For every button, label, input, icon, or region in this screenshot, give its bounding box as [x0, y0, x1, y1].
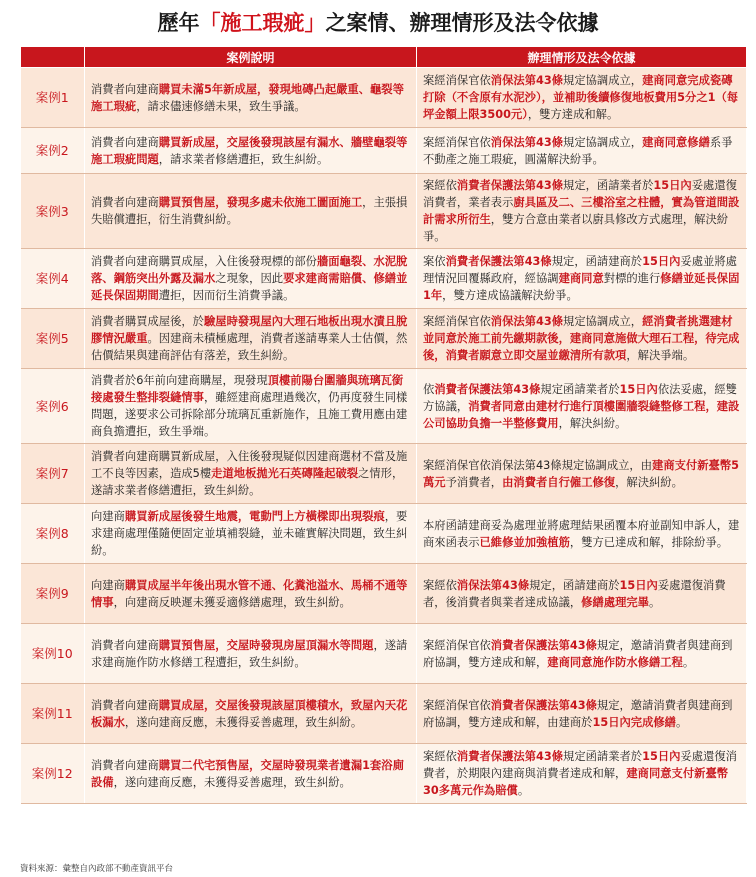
case-label: 案例4: [21, 249, 85, 309]
body-text: 妥處還復消費者，於期限內建商與消費者達成和解，: [423, 750, 737, 780]
case-result: [417, 684, 747, 744]
highlight-text: 牆面龜裂、水泥脫落、鋼筋突出外露及漏水: [91, 255, 408, 285]
body-text: 規定函請業者於: [540, 382, 620, 396]
highlight-text: 15日內: [619, 382, 658, 396]
highlight-text: 購買新成屋後發生地震，電動門上方橫樑即出現裂痕: [124, 510, 385, 523]
case-description: [85, 624, 417, 684]
body-text: 消費者向建商: [91, 135, 159, 149]
highlight-text: 購買未滿5年新成屋，發現地磚凸起嚴重、龜裂等施工瑕疵: [91, 82, 404, 113]
table-row: [21, 444, 747, 504]
case-result: [417, 744, 747, 804]
highlight-text: 15日內: [653, 179, 692, 192]
header-result: 辦理情形及法令依據: [417, 47, 747, 68]
case-description: [85, 68, 417, 128]
body-text: 之情形，遂請求業者修繕遭拒，致生糾紛。: [91, 467, 404, 497]
body-text: 妥處還復消費者，業者表示: [423, 179, 737, 209]
body-text: ，解決爭端。: [626, 349, 695, 362]
highlight-text: 15日內: [619, 578, 658, 592]
highlight-text: 15日內完成修繕: [592, 715, 676, 729]
body-text: 消費者向建商: [91, 758, 159, 772]
body-text: 本府函請建商妥為處理並將處理結果函覆本府並副知申訴人，建商來函表示: [423, 518, 740, 549]
highlight-text: 建商同意支付新臺幣30多萬元作為賠償: [423, 767, 729, 797]
highlight-text: 15日內: [642, 255, 681, 268]
case-label: 案例7: [21, 444, 85, 504]
highlight-text: 走道地板拋光石英磚隆起破裂: [211, 467, 359, 480]
highlight-text: 消費者保護法第43條: [490, 638, 597, 652]
table-row: [21, 504, 747, 564]
highlight-text: 驗屋時發現屋內大理石地板出現水漬且脫膠情況嚴重: [91, 315, 408, 345]
body-text: ，雙方達成和解。: [527, 108, 619, 121]
highlight-text: 建商同意施作防水修繕工程: [547, 655, 683, 669]
body-text: 消費者購買成屋後，於: [91, 315, 204, 328]
table-row: [21, 68, 747, 128]
body-text: 消費者向建商: [91, 638, 159, 652]
body-text: 之現象，因此: [215, 272, 284, 285]
body-text: 規定函請業者於: [563, 750, 643, 763]
highlight-text: 由消費者自行僱工修復: [502, 475, 616, 489]
case-label: 案例5: [21, 309, 85, 369]
case-result: [417, 624, 747, 684]
body-text: 。: [675, 715, 688, 729]
body-text: 規定，邀請消費者與建商到府協調，雙方達成和解，: [423, 638, 733, 669]
highlight-text: 建商同意修繕: [642, 135, 710, 149]
case-label: 案例10: [21, 624, 85, 684]
body-text: 妥處並將處理情況回覆縣政府，經協調: [423, 255, 737, 285]
body-text: ，雙方達成協議解決紛爭。: [442, 289, 578, 302]
case-result: [417, 504, 747, 564]
case-description: [85, 128, 417, 174]
table-row: [21, 684, 747, 744]
case-description: [85, 369, 417, 444]
body-text: 消費者向建商購買新成屋，入住後發現疑似因建商選材不當及施工不良等因素，造成5樓: [91, 450, 408, 480]
highlight-text: 消費者保護法第43條: [434, 382, 541, 396]
table-row: [21, 564, 747, 624]
case-description: [85, 504, 417, 564]
body-text: 對標的進行: [603, 272, 661, 285]
body-text: 案經依: [423, 750, 457, 763]
highlight-text: 消費者保護法第43條: [445, 255, 552, 268]
body-text: 規定，函請建商於: [551, 255, 643, 268]
body-text: 規定協調成立，: [563, 74, 643, 87]
highlight-text: 修繕並延長保固1年: [423, 272, 740, 302]
body-text: 消費者於6年前向建商購屋，現發現: [91, 374, 268, 387]
case-label: 案例6: [21, 369, 85, 444]
case-label: 案例11: [21, 684, 85, 744]
page-title: [0, 8, 756, 38]
table-row: [21, 624, 747, 684]
title-highlight: 「施工瑕疵」: [199, 10, 326, 35]
case-result: [417, 249, 747, 309]
case-result: [417, 68, 747, 128]
body-text: 案經消保官依消保法第43條規定協調成立，由: [423, 458, 653, 472]
case-result: [417, 564, 747, 624]
body-text: ，遂請求建商施作防水修繕工程遭拒，致生糾紛。: [91, 638, 408, 669]
body-text: ，請求業者修繕遭拒，致生糾紛。: [158, 152, 329, 166]
case-description: [85, 444, 417, 504]
highlight-text: 修繕處理完畢: [581, 595, 649, 609]
body-text: ，雙方合意由業者以廚具修改方式處理，解決紛爭。: [423, 213, 729, 243]
case-description: [85, 174, 417, 249]
body-text: 系爭不動產之施工瑕疵，圓滿解決紛爭。: [423, 135, 733, 166]
case-description: [85, 744, 417, 804]
body-text: 案經依: [423, 578, 457, 592]
highlight-text: 購買成屋半年後出現水管不通、化糞池溢水、馬桶不通等情事: [91, 578, 408, 609]
highlight-text: 消保法第43條: [490, 315, 564, 328]
body-text: ，雖經建商處理過幾次，仍再度發生同樣問題，遂要求公司拆除部分琉璃瓦重新施作，且施工費用應由建商負擔遭拒，致生爭端。: [91, 391, 408, 438]
case-label: 案例8: [21, 504, 85, 564]
table-row: [21, 369, 747, 444]
body-text: 依: [423, 382, 435, 396]
body-text: 案經消保官依: [423, 698, 491, 712]
body-text: 依法妥處，經雙方協議，: [423, 382, 737, 413]
case-description: [85, 684, 417, 744]
case-description: [85, 249, 417, 309]
case-description: [85, 309, 417, 369]
body-text: 案經依: [423, 179, 457, 192]
highlight-text: 購買預售屋，交屋時發現房屋頂漏水等問題: [158, 638, 374, 652]
table-row: [21, 309, 747, 369]
body-text: 遭拒，因而衍生消費爭議。: [158, 289, 295, 302]
body-text: 。: [682, 655, 695, 669]
highlight-text: 建商同意完成瓷磚打除（不含原有水泥沙），並補助後續修復地板費用5分之1（每坪金額上限3500元）: [423, 74, 739, 121]
highlight-text: 消保法第43條: [490, 135, 564, 149]
body-text: 案經消保官依: [423, 315, 491, 328]
table-row: [21, 174, 747, 249]
highlight-text: 購買預售屋，發現多處未依施工圖面施工: [158, 196, 363, 209]
case-result: [417, 174, 747, 249]
body-text: 案經消保官依: [423, 74, 491, 87]
body-text: 消費者向建商: [91, 698, 159, 712]
body-text: 規定協調成立，: [563, 315, 643, 328]
case-table: [20, 46, 747, 804]
body-text: 。因建商未積極處理，消費者遂請專業人士估價，然估價結果與建商評估有落差，致生糾紛。: [91, 332, 408, 362]
case-result: [417, 369, 747, 444]
case-result: [417, 444, 747, 504]
body-text: 案經消保官依: [423, 638, 491, 652]
body-text: 案依: [423, 255, 446, 268]
body-text: ，雙方已達成和解，排除紛爭。: [569, 535, 729, 549]
highlight-text: 購買二代宅預售屋，交屋時發現業者遺漏1套浴廁設備: [91, 758, 404, 789]
body-text: 予消費者，: [445, 475, 503, 489]
highlight-text: 消保法第43條: [456, 578, 530, 592]
highlight-text: 消費者保護法第43條: [456, 179, 564, 192]
body-text: ，遂向建商反應，未獲得妥善處理，致生糾紛。: [124, 715, 363, 729]
body-text: 消費者向建商: [91, 196, 159, 209]
body-text: 向建商: [91, 510, 125, 523]
body-text: ，要求建商處理僅隨便固定並填補裂縫，並未確實解決問題，致生糾紛。: [91, 510, 408, 557]
case-description: [85, 564, 417, 624]
header-description: 案例說明: [85, 47, 417, 68]
source-note: 資料來源：彙整自內政部不動產資訊平台: [20, 864, 174, 874]
body-text: 消費者向建商: [91, 82, 159, 96]
highlight-text: 要求建商需賠償、修繕並延長保固期間: [91, 272, 408, 302]
body-text: 妥處還復消費者，後消費者與業者達成協議，: [423, 578, 726, 609]
case-label: 案例1: [21, 68, 85, 128]
highlight-text: 建商同意: [558, 272, 604, 285]
highlight-text: 已維修並加強植筋: [479, 535, 570, 549]
body-text: 向建商: [91, 578, 125, 592]
body-text: ，遂向建商反應，未獲得妥善處理，致生糾紛。: [113, 775, 351, 789]
body-text: ，解決糾紛。: [615, 475, 683, 489]
body-text: 規定，函請建商於: [529, 578, 620, 592]
highlight-text: 15日內: [642, 750, 681, 763]
highlight-text: 建商支付新臺幣5萬元: [423, 458, 739, 489]
title-text-rest: 之案情、辦理情形及法令依據: [325, 10, 599, 35]
case-label: 案例3: [21, 174, 85, 249]
body-text: 規定協調成立，: [563, 135, 643, 149]
table-row: [21, 249, 747, 309]
header-corner: [21, 47, 85, 68]
highlight-text: 消保法第43條: [490, 74, 564, 87]
body-text: 規定，函請業者於: [563, 179, 654, 192]
body-text: ，解決糾紛。: [558, 416, 627, 430]
body-text: 消費者向建商購買成屋，入住後發現標的部份: [91, 255, 317, 268]
case-label: 案例12: [21, 744, 85, 804]
body-text: ，向建商反映遲未獲妥適修繕處理，致生糾紛。: [113, 595, 351, 609]
body-text: 案經消保官依: [423, 135, 491, 149]
highlight-text: 頂樓前陽台圍牆與琉璃瓦銜接處發生整排裂縫情事: [91, 374, 404, 404]
highlight-text: 消費者保護法第43條: [456, 750, 564, 763]
body-text: ，主張損失賠償遭拒，衍生消費糾紛。: [91, 196, 408, 226]
body-text: ，請求儘速修繕未果，致生爭議。: [136, 99, 306, 113]
highlight-text: 購買新成屋，交屋後發現該屋有漏水、牆壁龜裂等施工瑕疵問題: [91, 135, 408, 166]
body-text: 。: [648, 595, 661, 609]
highlight-text: 消費者同意由建材行進行頂樓圍牆裂縫整修工程，建設公司協助負擔一半整修費用: [423, 399, 740, 430]
case-label: 案例2: [21, 128, 85, 174]
highlight-text: 購買成屋，交屋後發現該屋頂樓積水，致屋內天花板漏水: [91, 698, 408, 729]
highlight-text: 廚具區及二、三樓浴室之柱體，實為管道間設計需求所衍生: [423, 196, 740, 226]
title-text: 歷年: [157, 10, 200, 35]
highlight-text: 經消費者挑選建材並同意於施工前先繳期款後，建商同意施做大理石工程，待完成後，消費者願意立即交屋並繳清所有款項: [423, 315, 740, 362]
table-header-row: [21, 47, 747, 68]
case-result: [417, 309, 747, 369]
body-text: 規定，邀請消費者與建商到府協調，雙方達成和解，由建商於: [423, 698, 733, 729]
body-text: 。: [517, 784, 530, 797]
table-row: [21, 744, 747, 804]
case-result: [417, 128, 747, 174]
case-label: 案例9: [21, 564, 85, 624]
highlight-text: 消費者保護法第43條: [490, 698, 597, 712]
table-row: [21, 128, 747, 174]
